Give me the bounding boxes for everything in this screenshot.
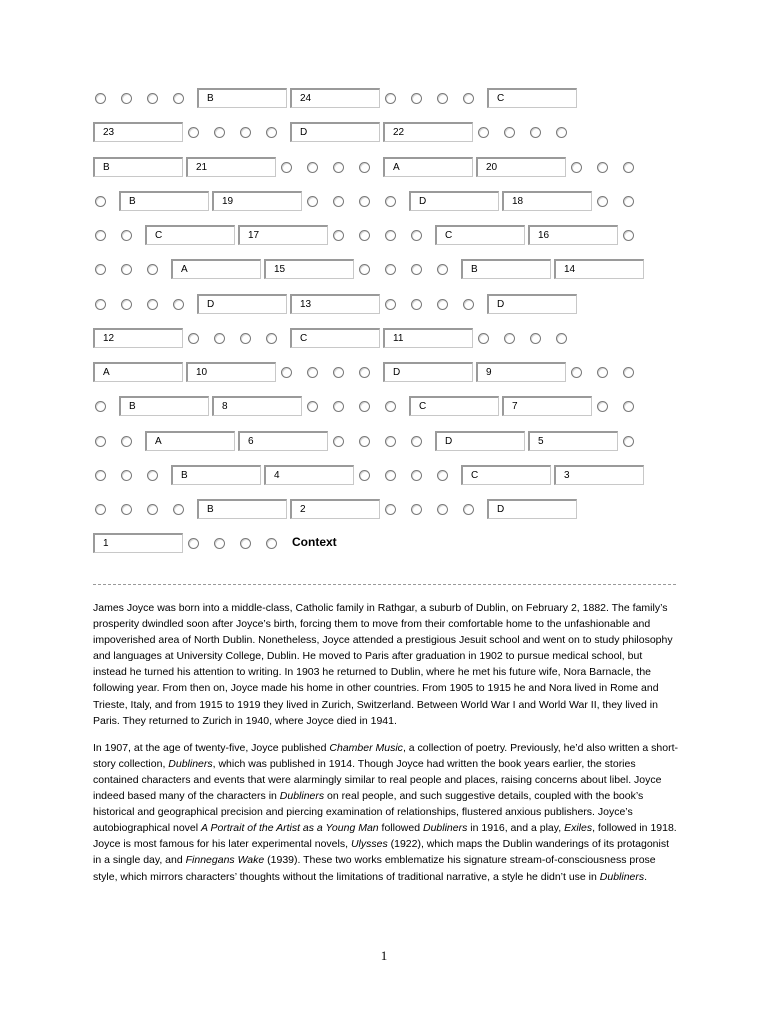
radio-cell	[621, 191, 645, 213]
answer-field[interactable]: 12	[93, 328, 183, 348]
radio-button[interactable]	[240, 538, 251, 549]
dashed-divider	[93, 584, 676, 585]
section-heading: Context	[292, 535, 337, 549]
radio-cell	[461, 88, 485, 110]
form-row	[0, 533, 768, 555]
answer-field[interactable]: 14	[554, 259, 644, 279]
answer-field[interactable]: B	[119, 396, 209, 416]
answer-field[interactable]: C	[435, 225, 525, 245]
radio-cell	[383, 294, 407, 316]
radio-cell	[238, 328, 262, 350]
radio-button[interactable]	[411, 264, 422, 275]
radio-button[interactable]	[437, 470, 448, 481]
radio-cell	[409, 499, 433, 521]
radio-button[interactable]	[95, 401, 106, 412]
text-run: in 1916, and a play,	[467, 822, 565, 835]
radio-cell	[528, 328, 552, 350]
answer-field[interactable]: 7	[502, 396, 592, 416]
radio-cell	[409, 259, 433, 281]
radio-button[interactable]	[173, 504, 184, 515]
radio-button[interactable]	[437, 504, 448, 515]
radio-cell	[357, 431, 381, 453]
radio-button[interactable]	[307, 401, 318, 412]
radio-button[interactable]	[437, 93, 448, 104]
answer-field[interactable]: 10	[186, 362, 276, 382]
radio-cell	[305, 396, 329, 418]
radio-button[interactable]	[597, 162, 608, 173]
radio-button[interactable]	[95, 230, 106, 241]
form-row	[0, 122, 768, 144]
form-row	[0, 362, 768, 384]
form-row	[0, 294, 768, 316]
radio-button[interactable]	[463, 504, 474, 515]
radio-button[interactable]	[95, 196, 106, 207]
radio-button[interactable]	[556, 127, 567, 138]
radio-button[interactable]	[359, 401, 370, 412]
radio-button[interactable]	[147, 299, 158, 310]
radio-cell	[435, 465, 459, 487]
answer-field[interactable]: 11	[383, 328, 473, 348]
radio-button[interactable]	[359, 230, 370, 241]
answer-field[interactable]: C	[487, 88, 577, 108]
answer-field[interactable]: A	[145, 431, 235, 451]
radio-cell	[383, 259, 407, 281]
radio-button[interactable]	[411, 299, 422, 310]
radio-button[interactable]	[147, 504, 158, 515]
radio-cell	[331, 396, 355, 418]
answer-field[interactable]: 24	[290, 88, 380, 108]
radio-cell	[238, 122, 262, 144]
radio-button[interactable]	[623, 436, 634, 447]
radio-button[interactable]	[411, 436, 422, 447]
radio-button[interactable]	[359, 367, 370, 378]
radio-cell	[331, 157, 355, 179]
answer-field[interactable]: D	[487, 294, 577, 314]
form-row	[0, 225, 768, 247]
title-ulysses: Ulysses	[350, 838, 388, 851]
radio-cell	[383, 191, 407, 213]
radio-cell	[409, 88, 433, 110]
radio-button[interactable]	[411, 93, 422, 104]
radio-button[interactable]	[571, 162, 582, 173]
answer-field[interactable]: 18	[502, 191, 592, 211]
radio-cell	[186, 328, 210, 350]
radio-cell	[357, 157, 381, 179]
radio-cell	[93, 465, 117, 487]
radio-cell	[383, 88, 407, 110]
radio-button[interactable]	[385, 230, 396, 241]
answer-field[interactable]: A	[171, 259, 261, 279]
answer-field[interactable]: B	[197, 88, 287, 108]
radio-cell	[305, 191, 329, 213]
answer-field[interactable]: 3	[554, 465, 644, 485]
radio-button[interactable]	[504, 333, 515, 344]
radio-cell	[461, 294, 485, 316]
radio-button[interactable]	[95, 470, 106, 481]
radio-cell	[383, 431, 407, 453]
paragraph-2	[93, 740, 678, 885]
answer-field[interactable]: C	[409, 396, 499, 416]
radio-button[interactable]	[597, 196, 608, 207]
answer-field[interactable]: 6	[238, 431, 328, 451]
text-run: .	[644, 870, 648, 883]
radio-cell	[212, 122, 236, 144]
radio-button[interactable]	[240, 127, 251, 138]
radio-button[interactable]	[188, 538, 199, 549]
radio-button[interactable]	[173, 93, 184, 104]
radio-cell	[409, 225, 433, 247]
radio-button[interactable]	[121, 264, 132, 275]
radio-button[interactable]	[623, 196, 634, 207]
radio-button[interactable]	[307, 367, 318, 378]
title-portrait: A Portrait of the Artist as a Young Man	[201, 822, 379, 835]
paragraph-1: James Joyce was born into a middle-class, Catholic family in Rathgar, a suburb of Dublin, on February 2, 1882. The family’s prosperity dwindled soon after Joyce’s birth, forcing them to move from their comfortable home to the unfashionable and impoverished area of North Dublin. Nonetheless, Joyce attended a prestigious Jesuit school and went on to study philosophy and languages at University College, Dublin. He moved to Paris after graduation in 1902 to pursue medical school, but instead he turned his attention to writing. In 1903 he returned to Dublin, where he met his future wife, Nora Barnacle, the following year. From then on, Joyce made his home in other countries. From 1905 to 1915 he and Nora lived in Rome and Trieste, Italy, and from 1915 to 1919 they lived in Zurich, Switzerland. Between World War I and World War II, they lived in Paris. They returned to Zurich in 1940, where Joyce died in 1941.	[93, 602, 673, 727]
radio-cell	[119, 294, 143, 316]
form-row	[0, 465, 768, 487]
radio-cell	[621, 157, 645, 179]
radio-cell	[119, 499, 143, 521]
radio-button[interactable]	[214, 538, 225, 549]
radio-button[interactable]	[411, 504, 422, 515]
radio-button[interactable]	[623, 230, 634, 241]
radio-button[interactable]	[147, 264, 158, 275]
radio-cell	[171, 294, 195, 316]
radio-button[interactable]	[333, 436, 344, 447]
answer-field[interactable]: 17	[238, 225, 328, 245]
answer-field[interactable]: C	[461, 465, 551, 485]
radio-cell	[186, 533, 210, 555]
radio-cell	[264, 533, 288, 555]
text-run: , which was published in 1914. Though Joyce had written the book years earlier, the stories contained characters and events that were alarmingly similar to real people and places, raising concerns about libel. Joyce indeed based many of the characters in	[93, 757, 662, 803]
title-dubliners: Dubliners	[279, 790, 325, 803]
radio-button[interactable]	[359, 162, 370, 173]
answer-field[interactable]: 15	[264, 259, 354, 279]
radio-button[interactable]	[556, 333, 567, 344]
answer-field[interactable]: D	[383, 362, 473, 382]
radio-cell	[93, 225, 117, 247]
form-row	[0, 499, 768, 521]
radio-button[interactable]	[95, 264, 106, 275]
radio-button[interactable]	[240, 333, 251, 344]
radio-cell	[357, 396, 381, 418]
radio-button[interactable]	[623, 401, 634, 412]
answer-field[interactable]: 13	[290, 294, 380, 314]
radio-cell	[93, 88, 117, 110]
radio-button[interactable]	[478, 333, 489, 344]
answer-field[interactable]: C	[290, 328, 380, 348]
radio-button[interactable]	[121, 230, 132, 241]
radio-cell	[435, 88, 459, 110]
radio-button[interactable]	[121, 470, 132, 481]
radio-cell	[461, 499, 485, 521]
answer-field[interactable]: 21	[186, 157, 276, 177]
radio-cell	[595, 396, 619, 418]
radio-button[interactable]	[385, 93, 396, 104]
radio-button[interactable]	[121, 436, 132, 447]
radio-cell	[171, 499, 195, 521]
form-row	[0, 396, 768, 418]
radio-button[interactable]	[147, 470, 158, 481]
radio-cell	[621, 362, 645, 384]
radio-button[interactable]	[95, 93, 106, 104]
radio-cell	[93, 294, 117, 316]
radio-cell	[212, 533, 236, 555]
answer-field[interactable]: 4	[264, 465, 354, 485]
radio-button[interactable]	[121, 93, 132, 104]
radio-cell	[93, 499, 117, 521]
radio-button[interactable]	[359, 436, 370, 447]
radio-cell	[93, 259, 117, 281]
radio-button[interactable]	[214, 333, 225, 344]
text-run: on real people, and such suggestive details, coupled with the book’s historical and geographical precision and piercing examination of relationships, flustered anxious publishers. Joyce’s autobiographical novel	[93, 790, 644, 835]
answer-field[interactable]: B	[119, 191, 209, 211]
radio-cell	[357, 259, 381, 281]
radio-button[interactable]	[359, 196, 370, 207]
radio-cell	[409, 294, 433, 316]
text-run: , a collection of poetry. Previously, he’d also written a short-story collection,	[93, 741, 679, 770]
radio-cell	[264, 328, 288, 350]
radio-cell	[554, 328, 578, 350]
radio-cell	[145, 499, 169, 521]
radio-cell	[145, 259, 169, 281]
radio-cell	[331, 431, 355, 453]
radio-cell	[383, 396, 407, 418]
radio-cell	[476, 328, 500, 350]
radio-cell	[569, 157, 593, 179]
radio-cell	[119, 431, 143, 453]
radio-button[interactable]	[463, 299, 474, 310]
answer-field[interactable]: 5	[528, 431, 618, 451]
radio-button[interactable]	[333, 196, 344, 207]
radio-cell	[383, 465, 407, 487]
answer-field[interactable]: D	[290, 122, 380, 142]
radio-cell	[212, 328, 236, 350]
radio-cell	[145, 465, 169, 487]
answer-field[interactable]: D	[409, 191, 499, 211]
radio-cell	[502, 328, 526, 350]
radio-cell	[409, 431, 433, 453]
radio-cell	[476, 122, 500, 144]
radio-cell	[93, 431, 117, 453]
radio-button[interactable]	[437, 264, 448, 275]
text-run: , followed in 1918. Joyce is most famous for his later experimental novels,	[93, 822, 677, 851]
radio-cell	[357, 225, 381, 247]
answer-field[interactable]: 9	[476, 362, 566, 382]
radio-button[interactable]	[623, 162, 634, 173]
radio-button[interactable]	[385, 299, 396, 310]
radio-cell	[502, 122, 526, 144]
radio-button[interactable]	[188, 127, 199, 138]
form-row	[0, 191, 768, 213]
text-run: followed	[378, 822, 423, 835]
answer-field[interactable]: 1	[93, 533, 183, 553]
radio-button[interactable]	[307, 196, 318, 207]
radio-cell	[383, 499, 407, 521]
radio-button[interactable]	[385, 504, 396, 515]
radio-button[interactable]	[95, 504, 106, 515]
radio-cell	[357, 465, 381, 487]
radio-button[interactable]	[95, 299, 106, 310]
radio-cell	[279, 362, 303, 384]
radio-cell	[595, 362, 619, 384]
form-row	[0, 157, 768, 179]
answer-field[interactable]: B	[197, 499, 287, 519]
radio-button[interactable]	[307, 162, 318, 173]
radio-button[interactable]	[504, 127, 515, 138]
radio-button[interactable]	[385, 196, 396, 207]
radio-button[interactable]	[281, 162, 292, 173]
radio-button[interactable]	[147, 93, 158, 104]
radio-button[interactable]	[333, 162, 344, 173]
radio-button[interactable]	[385, 264, 396, 275]
radio-cell	[145, 88, 169, 110]
radio-cell	[383, 225, 407, 247]
radio-cell	[93, 396, 117, 418]
answer-field[interactable]: B	[93, 157, 183, 177]
answer-field[interactable]: 20	[476, 157, 566, 177]
title-chamber-music: Chamber Music	[329, 741, 403, 754]
radio-button[interactable]	[571, 367, 582, 378]
answer-field[interactable]: 16	[528, 225, 618, 245]
radio-button[interactable]	[411, 230, 422, 241]
radio-cell	[621, 431, 645, 453]
radio-button[interactable]	[385, 401, 396, 412]
title-exiles: Exiles	[564, 822, 593, 835]
radio-cell	[279, 157, 303, 179]
radio-cell	[171, 88, 195, 110]
answer-field[interactable]: C	[145, 225, 235, 245]
radio-button[interactable]	[333, 367, 344, 378]
text-run: (1922), which maps the Dublin wanderings of its protagonist in a single day, and	[93, 838, 670, 867]
page-number: 1	[380, 948, 388, 963]
radio-cell	[435, 499, 459, 521]
radio-cell	[595, 191, 619, 213]
radio-cell	[435, 259, 459, 281]
answer-field[interactable]: 8	[212, 396, 302, 416]
answer-field[interactable]: 23	[93, 122, 183, 142]
answer-field[interactable]: D	[197, 294, 287, 314]
radio-button[interactable]	[597, 401, 608, 412]
form-row	[0, 328, 768, 350]
radio-cell	[528, 122, 552, 144]
radio-button[interactable]	[121, 504, 132, 515]
radio-cell	[435, 294, 459, 316]
radio-cell	[305, 362, 329, 384]
radio-button[interactable]	[385, 436, 396, 447]
radio-button[interactable]	[359, 470, 370, 481]
form-row	[0, 88, 768, 110]
radio-button[interactable]	[333, 401, 344, 412]
radio-cell	[305, 157, 329, 179]
answer-field[interactable]: 2	[290, 499, 380, 519]
title-finnegans-wake: Finnegans Wake	[185, 854, 265, 867]
radio-cell	[264, 122, 288, 144]
radio-button[interactable]	[597, 367, 608, 378]
radio-button[interactable]	[478, 127, 489, 138]
radio-cell	[357, 191, 381, 213]
radio-button[interactable]	[359, 264, 370, 275]
radio-cell	[569, 362, 593, 384]
radio-cell	[621, 396, 645, 418]
radio-cell	[145, 294, 169, 316]
form-row	[0, 431, 768, 453]
radio-cell	[119, 465, 143, 487]
answer-field[interactable]: 19	[212, 191, 302, 211]
title-dubliners: Dubliners	[422, 822, 468, 835]
answer-field[interactable]: 22	[383, 122, 473, 142]
title-dubliners: Dubliners	[599, 870, 645, 883]
text-run: (1939). These two works emblematize his signature stream-of-consciousness prose style, which mirrors characters’ thoughts without the limitations of traditional narrative, a style he didn’t use in	[93, 854, 656, 883]
body-text	[93, 600, 678, 896]
radio-button[interactable]	[530, 333, 541, 344]
radio-cell	[595, 157, 619, 179]
answer-field[interactable]: D	[487, 499, 577, 519]
radio-cell	[621, 225, 645, 247]
radio-button[interactable]	[463, 93, 474, 104]
radio-button[interactable]	[95, 436, 106, 447]
title-dubliners: Dubliners	[168, 757, 213, 770]
radio-cell	[119, 259, 143, 281]
radio-cell	[119, 88, 143, 110]
radio-cell	[93, 191, 117, 213]
radio-button[interactable]	[266, 538, 277, 549]
radio-button[interactable]	[437, 299, 448, 310]
radio-cell	[331, 362, 355, 384]
form-row	[0, 259, 768, 281]
radio-button[interactable]	[530, 127, 541, 138]
radio-cell	[409, 465, 433, 487]
radio-button[interactable]	[281, 367, 292, 378]
answer-field[interactable]: B	[171, 465, 261, 485]
answer-field[interactable]: B	[461, 259, 551, 279]
radio-cell	[554, 122, 578, 144]
radio-cell	[119, 225, 143, 247]
radio-cell	[331, 191, 355, 213]
radio-button[interactable]	[623, 367, 634, 378]
radio-button[interactable]	[173, 299, 184, 310]
radio-button[interactable]	[266, 127, 277, 138]
radio-button[interactable]	[214, 127, 225, 138]
answer-field[interactable]: A	[93, 362, 183, 382]
radio-button[interactable]	[121, 299, 132, 310]
radio-cell	[186, 122, 210, 144]
answer-field[interactable]: D	[435, 431, 525, 451]
radio-button[interactable]	[411, 470, 422, 481]
radio-cell	[357, 362, 381, 384]
radio-cell	[238, 533, 262, 555]
radio-cell	[331, 225, 355, 247]
text-run: In 1907, at the age of twenty-five, Joyce published	[93, 741, 330, 754]
answer-field[interactable]: A	[383, 157, 473, 177]
radio-button[interactable]	[266, 333, 277, 344]
radio-button[interactable]	[188, 333, 199, 344]
radio-button[interactable]	[333, 230, 344, 241]
radio-button[interactable]	[385, 470, 396, 481]
